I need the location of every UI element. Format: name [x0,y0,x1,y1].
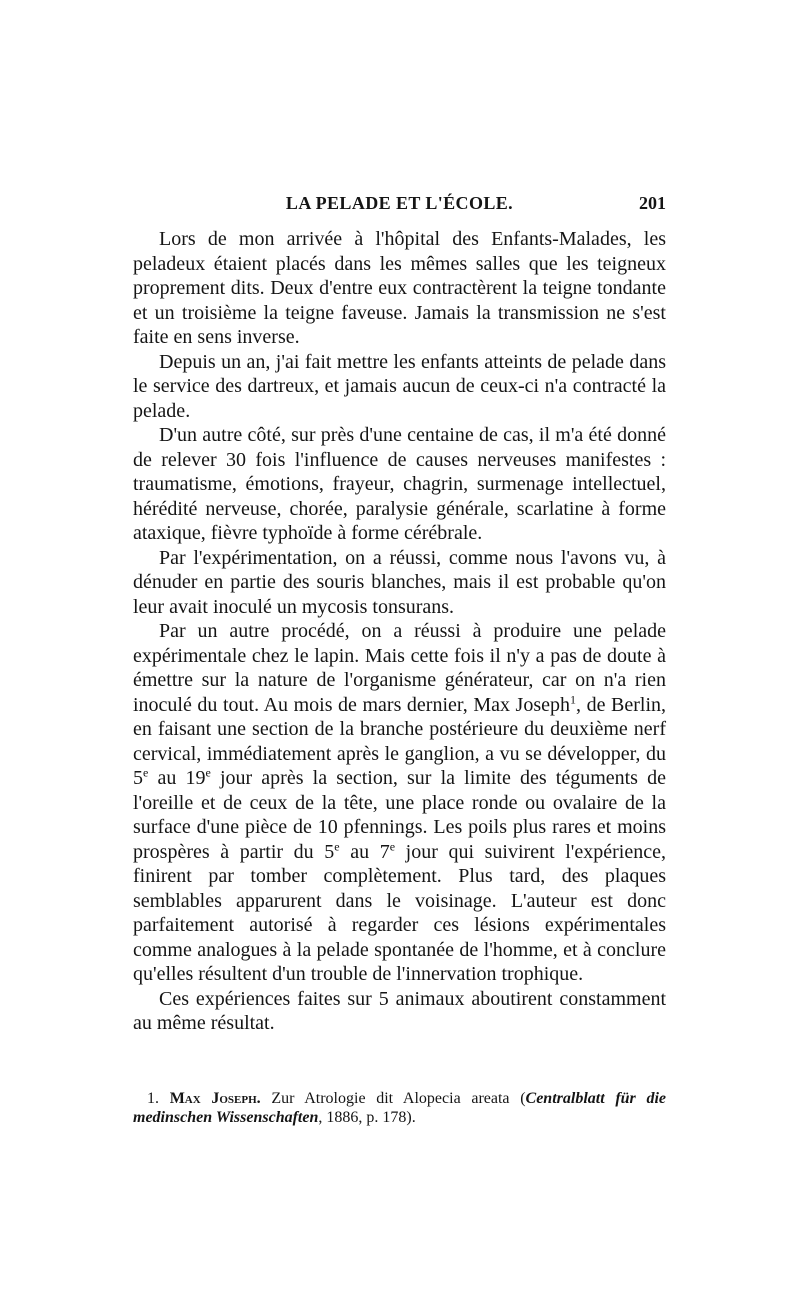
page-number: 201 [639,193,666,213]
paragraph-5-part-6: jour qui suivirent l'expérience, finirent par tomber complètement. Plus tard, des plaques semblables apparurent dans le voisinage. L'auteur est donc parfaitement autorisé à regarder ces lésions expérimentales comme analogues à la pelade spontanée de l'homme, et à conclure qu'elles résultent d'un trouble de l'innervation trophique. [133,840,666,985]
footnote-author: Max Joseph. [169,1090,261,1107]
ordinal-suffix: e [334,838,340,853]
page-header [133,193,666,223]
ordinal-suffix: e [389,838,396,853]
paragraph-5-part-2: , de Berlin, en faisant une section de la branche postérieure du deuxième nerf cervical, immédiatement après le ganglion, a vu se développer, du 5 [133,693,666,789]
footnote-number: 1. [147,1090,159,1107]
ordinal-suffix: e [205,765,211,780]
paragraph-5 [133,619,666,987]
paragraph-3: D'un autre côté, sur près d'une centaine de cas, il m'a été donné de relever 30 fois l'influence de causes nerveuses manifestes : traumatisme, émotions, frayeur, chagrin, surmenage intellectuel, hérédité nerveuse, chorée, paralysie générale, scarlatine à forme ataxique, fièvre typhoïde à forme cérébrale. [133,424,666,544]
footnote-details: , 1886, p. 178). [318,1109,416,1126]
ordinal-suffix: e [143,765,149,780]
footnote-1 [133,1089,666,1127]
paragraph-1: Lors de mon arrivée à l'hôpital des Enfants-Malades, les peladeux étaient placés dans les mêmes salles que les teigneux proprement dits. Deux d'entre eux contractèrent la teigne tondante et un troisième la teigne faveuse. Jamais la transmission ne s'est faite en sens inverse. [133,228,666,348]
footnotes [133,1089,666,1127]
paragraph-5-part-3: au 19 [148,767,206,789]
paragraph-5-part-5: au 7 [339,840,390,863]
paragraph-5-part-1: Par un autre procédé, on a réussi à produire une pelade expérimentale chez le lapin. Mais cette fois il n'y a pas de doute à émettre sur la nature de l'organisme générateur, car on n'a rien inoculé du tout. Au mois de mars dernier, Max Joseph [133,620,666,716]
footnote-title: Zur Atrologie dit Alopecia areata ( [260,1090,526,1107]
paragraph-6: Ces expériences faites sur 5 animaux aboutirent constamment au même résultat. [133,987,666,1034]
footnote-journal: Centralblatt für die medinschen Wissenschaften [133,1090,667,1126]
paragraph-5-part-4: jour après la section, sur la limite des téguments de l'oreille et de ceux de la tête, une place ronde ou ovalaire de la surface d'une pièce de 10 pfennings. Les poils plus rares et moins prospères à partir du 5 [133,767,666,863]
body-text [133,227,666,1036]
footnote-reference: 1 [570,691,576,706]
paragraph-4: Par l'expérimentation, on a réussi, comme nous l'avons vu, à dénuder en partie des souris blanches, mais il est probable qu'on leur avait inoculé un mycosis tonsurans. [133,546,666,618]
paragraph-2: Depuis un an, j'ai fait mettre les enfants atteints de pelade dans le service des dartreux, et jamais aucun de ceux-ci n'a contracté la pelade. [133,350,666,422]
running-title: LA PELADE ET L'ÉCOLE. [285,193,514,213]
